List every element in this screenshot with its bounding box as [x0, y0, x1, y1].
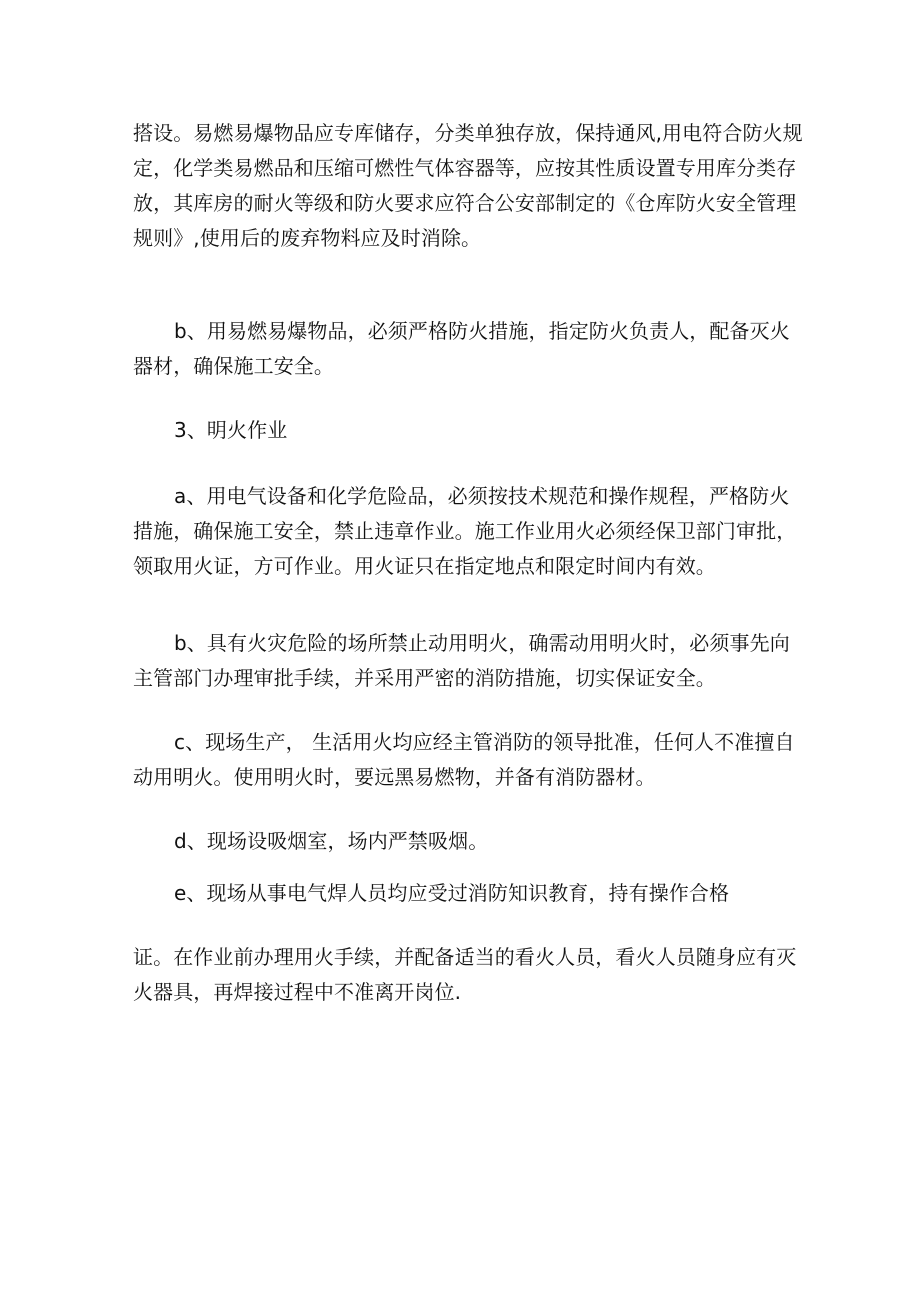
text-line: 领取用火证，方可作业。用火证只在指定地点和限定时间内有效。: [133, 554, 716, 578]
paragraph-item-e-continued: [133, 940, 803, 1010]
text-line: 火器具，再焊接过程中不准离开岗位.: [133, 980, 462, 1004]
text-line: 规则》,使用后的废弃物料应及时消除。: [133, 226, 482, 250]
text-line: a、用电气设备和化学危险品，必须按技术规范和操作规程，严格防火: [174, 484, 790, 508]
text-line: d、现场设吸烟室，场内严禁吸烟。: [174, 829, 489, 853]
text-line: 措施，确保施工安全，禁止违章作业。施工作业用火必须经保卫部门审批，: [133, 519, 797, 543]
text-line: 搭设。易燃易爆物品应专库储存，分类单独存放，保持通风,用电符合防火规: [133, 121, 803, 145]
text-line: b、用易燃易爆物品，必须严格防火措施，指定防火负责人，配备灭火: [174, 319, 790, 343]
paragraph-item-b-fire-hazard: [133, 626, 803, 696]
text-line: 证。在作业前办理用火手续，并配备适当的看火人员，看火人员随身应有灭: [133, 945, 797, 969]
text-line: 定，化学类易燃品和压缩可燃性气体容器等，应按其性质设置专用库分类存: [133, 156, 797, 180]
paragraph-item-c-site-fire: [133, 725, 803, 795]
text-line: 动用明火。使用明火时，要远黑易燃物，并备有消防器材。: [133, 765, 656, 789]
paragraph-item-e-welding: [133, 876, 803, 911]
section-heading-open-flame-work: [133, 413, 803, 448]
text-line: 器材，确保施工安全。: [133, 354, 334, 378]
text-line: 主管部门办理审批手续，并采用严密的消防措施，切实保证安全。: [133, 666, 716, 690]
paragraph-item-b-flammables: [133, 314, 803, 384]
paragraph-item-a-electrical: [133, 479, 803, 584]
paragraph-item-d-smoking: [133, 824, 803, 859]
text-line: e、现场从事电气焊人员均应受过消防知识教育，持有操作合格: [174, 881, 730, 905]
paragraph-storage-rules: [133, 116, 803, 256]
text-line: 放，其库房的耐火等级和防火要求应符合公安部制定的《仓库防火安全管理: [133, 191, 797, 215]
text-line: c、现场生产， 生活用火均应经主管消防的领导批准，任何人不准擅自: [174, 730, 795, 754]
text-line: 3、明火作业: [174, 418, 288, 442]
text-line: b、具有火灾危险的场所禁止动用明火，确需动用明火时，必须事先向: [174, 631, 790, 655]
